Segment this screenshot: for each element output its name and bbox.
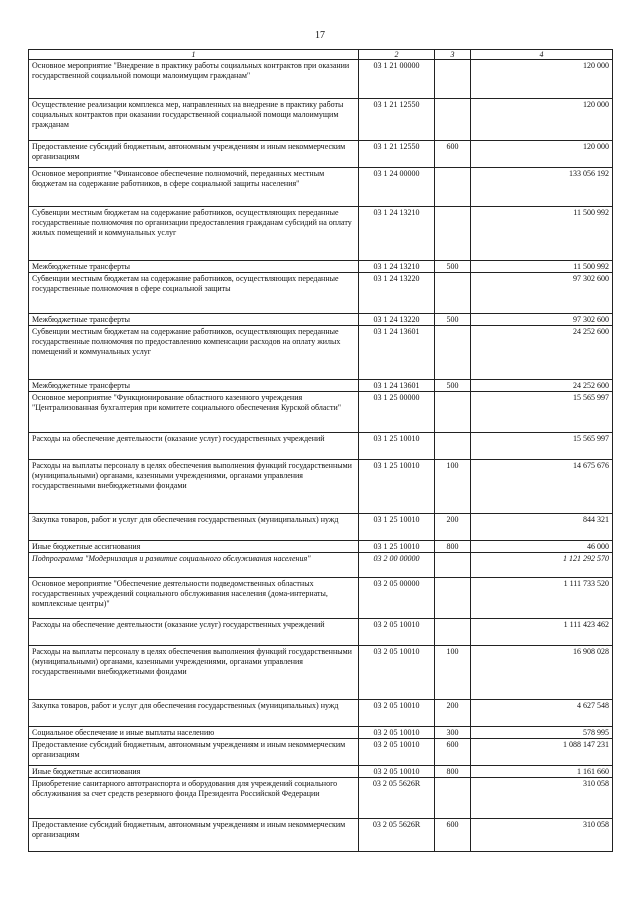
cell-name: Субвенции местным бюджетам на содержание работников, осуществляющих переданные государственные полномочия по организации предоставления гражданам субсидий на оплату жилых помещений и коммунальных услуг — [29, 207, 359, 261]
header-cell-code: 2 — [359, 50, 435, 60]
cell-name: Основное мероприятие "Функционирование областного казенного учреждения "Централизованная бухгалтерия при комитете социального обеспечения Курской области" — [29, 392, 359, 433]
cell-name: Расходы на выплаты персоналу в целях обеспечения выполнения функций государственными (муниципальными) органами, казенными учреждениями, органами управления государственными внебюджетными фондами — [29, 646, 359, 700]
cell-vr: 600 — [435, 739, 471, 766]
cell-vr: 200 — [435, 514, 471, 541]
table-row — [29, 314, 613, 326]
cell-code: 03 2 05 10010 — [359, 739, 435, 766]
cell-vr — [435, 99, 471, 141]
table-row — [29, 460, 613, 514]
cell-sum: 46 000 — [471, 541, 613, 553]
cell-sum: 310 058 — [471, 778, 613, 819]
cell-code: 03 1 24 13220 — [359, 314, 435, 326]
header-cell-vr: 3 — [435, 50, 471, 60]
cell-code: 03 1 25 10010 — [359, 541, 435, 553]
cell-code: 03 1 24 13220 — [359, 273, 435, 314]
cell-vr: 500 — [435, 380, 471, 392]
cell-vr: 500 — [435, 314, 471, 326]
cell-name: Межбюджетные трансферты — [29, 261, 359, 273]
table-row — [29, 380, 613, 392]
cell-name: Осуществление реализации комплекса мер, направленных на внедрение в практику работы социальных контрактов при оказании государственной социальной помощи малоимущим гражданам — [29, 99, 359, 141]
header-cell-sum: 4 — [471, 50, 613, 60]
cell-vr: 600 — [435, 819, 471, 852]
cell-sum: 14 675 676 — [471, 460, 613, 514]
cell-code: 03 2 05 5626R — [359, 778, 435, 819]
header-row — [29, 50, 613, 60]
cell-name: Социальное обеспечение и иные выплаты населению — [29, 727, 359, 739]
cell-code: 03 1 21 00000 — [359, 60, 435, 99]
table-row — [29, 819, 613, 852]
table-row — [29, 60, 613, 99]
cell-vr: 500 — [435, 261, 471, 273]
cell-code: 03 2 05 10010 — [359, 700, 435, 727]
cell-name: Субвенции местным бюджетам на содержание работников, осуществляющих переданные государственные полномочия в сфере социальной защиты — [29, 273, 359, 314]
cell-sum: 24 252 600 — [471, 326, 613, 380]
cell-name: Межбюджетные трансферты — [29, 314, 359, 326]
cell-name: Расходы на обеспечение деятельности (оказание услуг) государственных учреждений — [29, 619, 359, 646]
cell-code: 03 2 05 10010 — [359, 766, 435, 778]
cell-vr — [435, 273, 471, 314]
cell-name: Субвенции местным бюджетам на содержание работников, осуществляющих переданные государственные полномочия по предоставлению компенсации расходов на оплату жилых помещений и коммунальных услуг — [29, 326, 359, 380]
cell-code: 03 2 05 10010 — [359, 727, 435, 739]
cell-sum: 11 500 992 — [471, 207, 613, 261]
cell-code: 03 1 21 12550 — [359, 141, 435, 168]
cell-name: Приобретение санитарного автотранспорта и оборудования для учреждений социального обслуживания за счет средств резервного фонда Президента Российской Федерации — [29, 778, 359, 819]
table-row — [29, 553, 613, 578]
table-row — [29, 578, 613, 619]
cell-sum: 1 121 292 570 — [471, 553, 613, 578]
table-row — [29, 766, 613, 778]
table-row — [29, 273, 613, 314]
table-row — [29, 207, 613, 261]
table-row — [29, 739, 613, 766]
cell-sum: 24 252 600 — [471, 380, 613, 392]
table-row — [29, 727, 613, 739]
table-row — [29, 541, 613, 553]
cell-name: Предоставление субсидий бюджетным, автономным учреждениям и иным некоммерческим организациям — [29, 739, 359, 766]
cell-vr: 100 — [435, 460, 471, 514]
cell-code: 03 1 24 13210 — [359, 207, 435, 261]
cell-name: Расходы на выплаты персоналу в целях обеспечения выполнения функций государственными (муниципальными) органами, казенными учреждениями, органами управления государственными внебюджетными фондами — [29, 460, 359, 514]
cell-name: Предоставление субсидий бюджетным, автономным учреждениям и иным некоммерческим организациям — [29, 819, 359, 852]
cell-sum: 120 000 — [471, 99, 613, 141]
cell-code: 03 2 00 00000 — [359, 553, 435, 578]
cell-code: 03 2 05 5626R — [359, 819, 435, 852]
cell-sum: 16 908 028 — [471, 646, 613, 700]
table-row — [29, 326, 613, 380]
cell-code: 03 1 25 10010 — [359, 433, 435, 460]
cell-vr: 200 — [435, 700, 471, 727]
page-number: 17 — [315, 30, 325, 41]
cell-vr — [435, 433, 471, 460]
table-body — [29, 50, 613, 852]
header-cell-name: 1 — [29, 50, 359, 60]
budget-table — [28, 49, 613, 852]
cell-vr — [435, 578, 471, 619]
table-row — [29, 141, 613, 168]
cell-name: Подпрограмма "Модернизация и развитие социального обслуживания населения" — [29, 553, 359, 578]
cell-code: 03 1 24 13601 — [359, 380, 435, 392]
table-row — [29, 99, 613, 141]
cell-sum: 1 111 733 520 — [471, 578, 613, 619]
cell-name: Предоставление субсидий бюджетным, автономным учреждениям и иным некоммерческим организациям — [29, 141, 359, 168]
cell-sum: 578 995 — [471, 727, 613, 739]
cell-name: Закупка товаров, работ и услуг для обеспечения государственных (муниципальных) нужд — [29, 514, 359, 541]
cell-sum: 15 565 997 — [471, 433, 613, 460]
cell-sum: 120 000 — [471, 141, 613, 168]
cell-sum: 120 000 — [471, 60, 613, 99]
table-row — [29, 646, 613, 700]
cell-vr — [435, 553, 471, 578]
cell-vr — [435, 392, 471, 433]
cell-sum: 15 565 997 — [471, 392, 613, 433]
cell-vr: 800 — [435, 766, 471, 778]
cell-vr — [435, 168, 471, 207]
cell-name: Иные бюджетные ассигнования — [29, 541, 359, 553]
cell-sum: 11 500 992 — [471, 261, 613, 273]
table-row — [29, 619, 613, 646]
cell-vr: 300 — [435, 727, 471, 739]
cell-code: 03 1 24 00000 — [359, 168, 435, 207]
cell-vr: 100 — [435, 646, 471, 700]
table-row — [29, 778, 613, 819]
cell-vr: 800 — [435, 541, 471, 553]
cell-code: 03 1 24 13210 — [359, 261, 435, 273]
cell-sum: 1 111 423 462 — [471, 619, 613, 646]
table-row — [29, 261, 613, 273]
cell-code: 03 1 21 12550 — [359, 99, 435, 141]
cell-sum: 4 627 548 — [471, 700, 613, 727]
table-row — [29, 168, 613, 207]
cell-sum: 97 302 600 — [471, 314, 613, 326]
cell-sum: 1 161 660 — [471, 766, 613, 778]
cell-sum: 844 321 — [471, 514, 613, 541]
cell-vr — [435, 619, 471, 646]
table-row — [29, 392, 613, 433]
cell-name: Расходы на обеспечение деятельности (оказание услуг) государственных учреждений — [29, 433, 359, 460]
cell-vr — [435, 60, 471, 99]
cell-name: Межбюджетные трансферты — [29, 380, 359, 392]
cell-name: Основное мероприятие "Обеспечение деятельности подведомственных областных государственных учреждений социального обслуживания населения (дома-интернаты, комплексные центры)" — [29, 578, 359, 619]
cell-code: 03 1 25 00000 — [359, 392, 435, 433]
cell-code: 03 1 25 10010 — [359, 460, 435, 514]
cell-code: 03 2 05 10010 — [359, 646, 435, 700]
cell-name: Закупка товаров, работ и услуг для обеспечения государственных (муниципальных) нужд — [29, 700, 359, 727]
cell-code: 03 1 25 10010 — [359, 514, 435, 541]
cell-vr: 600 — [435, 141, 471, 168]
cell-sum: 133 056 192 — [471, 168, 613, 207]
table-row — [29, 514, 613, 541]
cell-sum: 97 302 600 — [471, 273, 613, 314]
cell-vr — [435, 326, 471, 380]
cell-name: Основное мероприятие "Финансовое обеспечение полномочий, переданных местным бюджетам на содержание работников, в сфере социальной защиты населения" — [29, 168, 359, 207]
cell-code: 03 2 05 10010 — [359, 619, 435, 646]
table-row — [29, 433, 613, 460]
cell-sum: 310 058 — [471, 819, 613, 852]
cell-name: Иные бюджетные ассигнования — [29, 766, 359, 778]
cell-code: 03 2 05 00000 — [359, 578, 435, 619]
table-row — [29, 700, 613, 727]
cell-sum: 1 088 147 231 — [471, 739, 613, 766]
cell-vr — [435, 778, 471, 819]
cell-code: 03 1 24 13601 — [359, 326, 435, 380]
cell-name: Основное мероприятие "Внедрение в практику работы социальных контрактов при оказании государственной социальной помощи малоимущим гражданам" — [29, 60, 359, 99]
cell-vr — [435, 207, 471, 261]
